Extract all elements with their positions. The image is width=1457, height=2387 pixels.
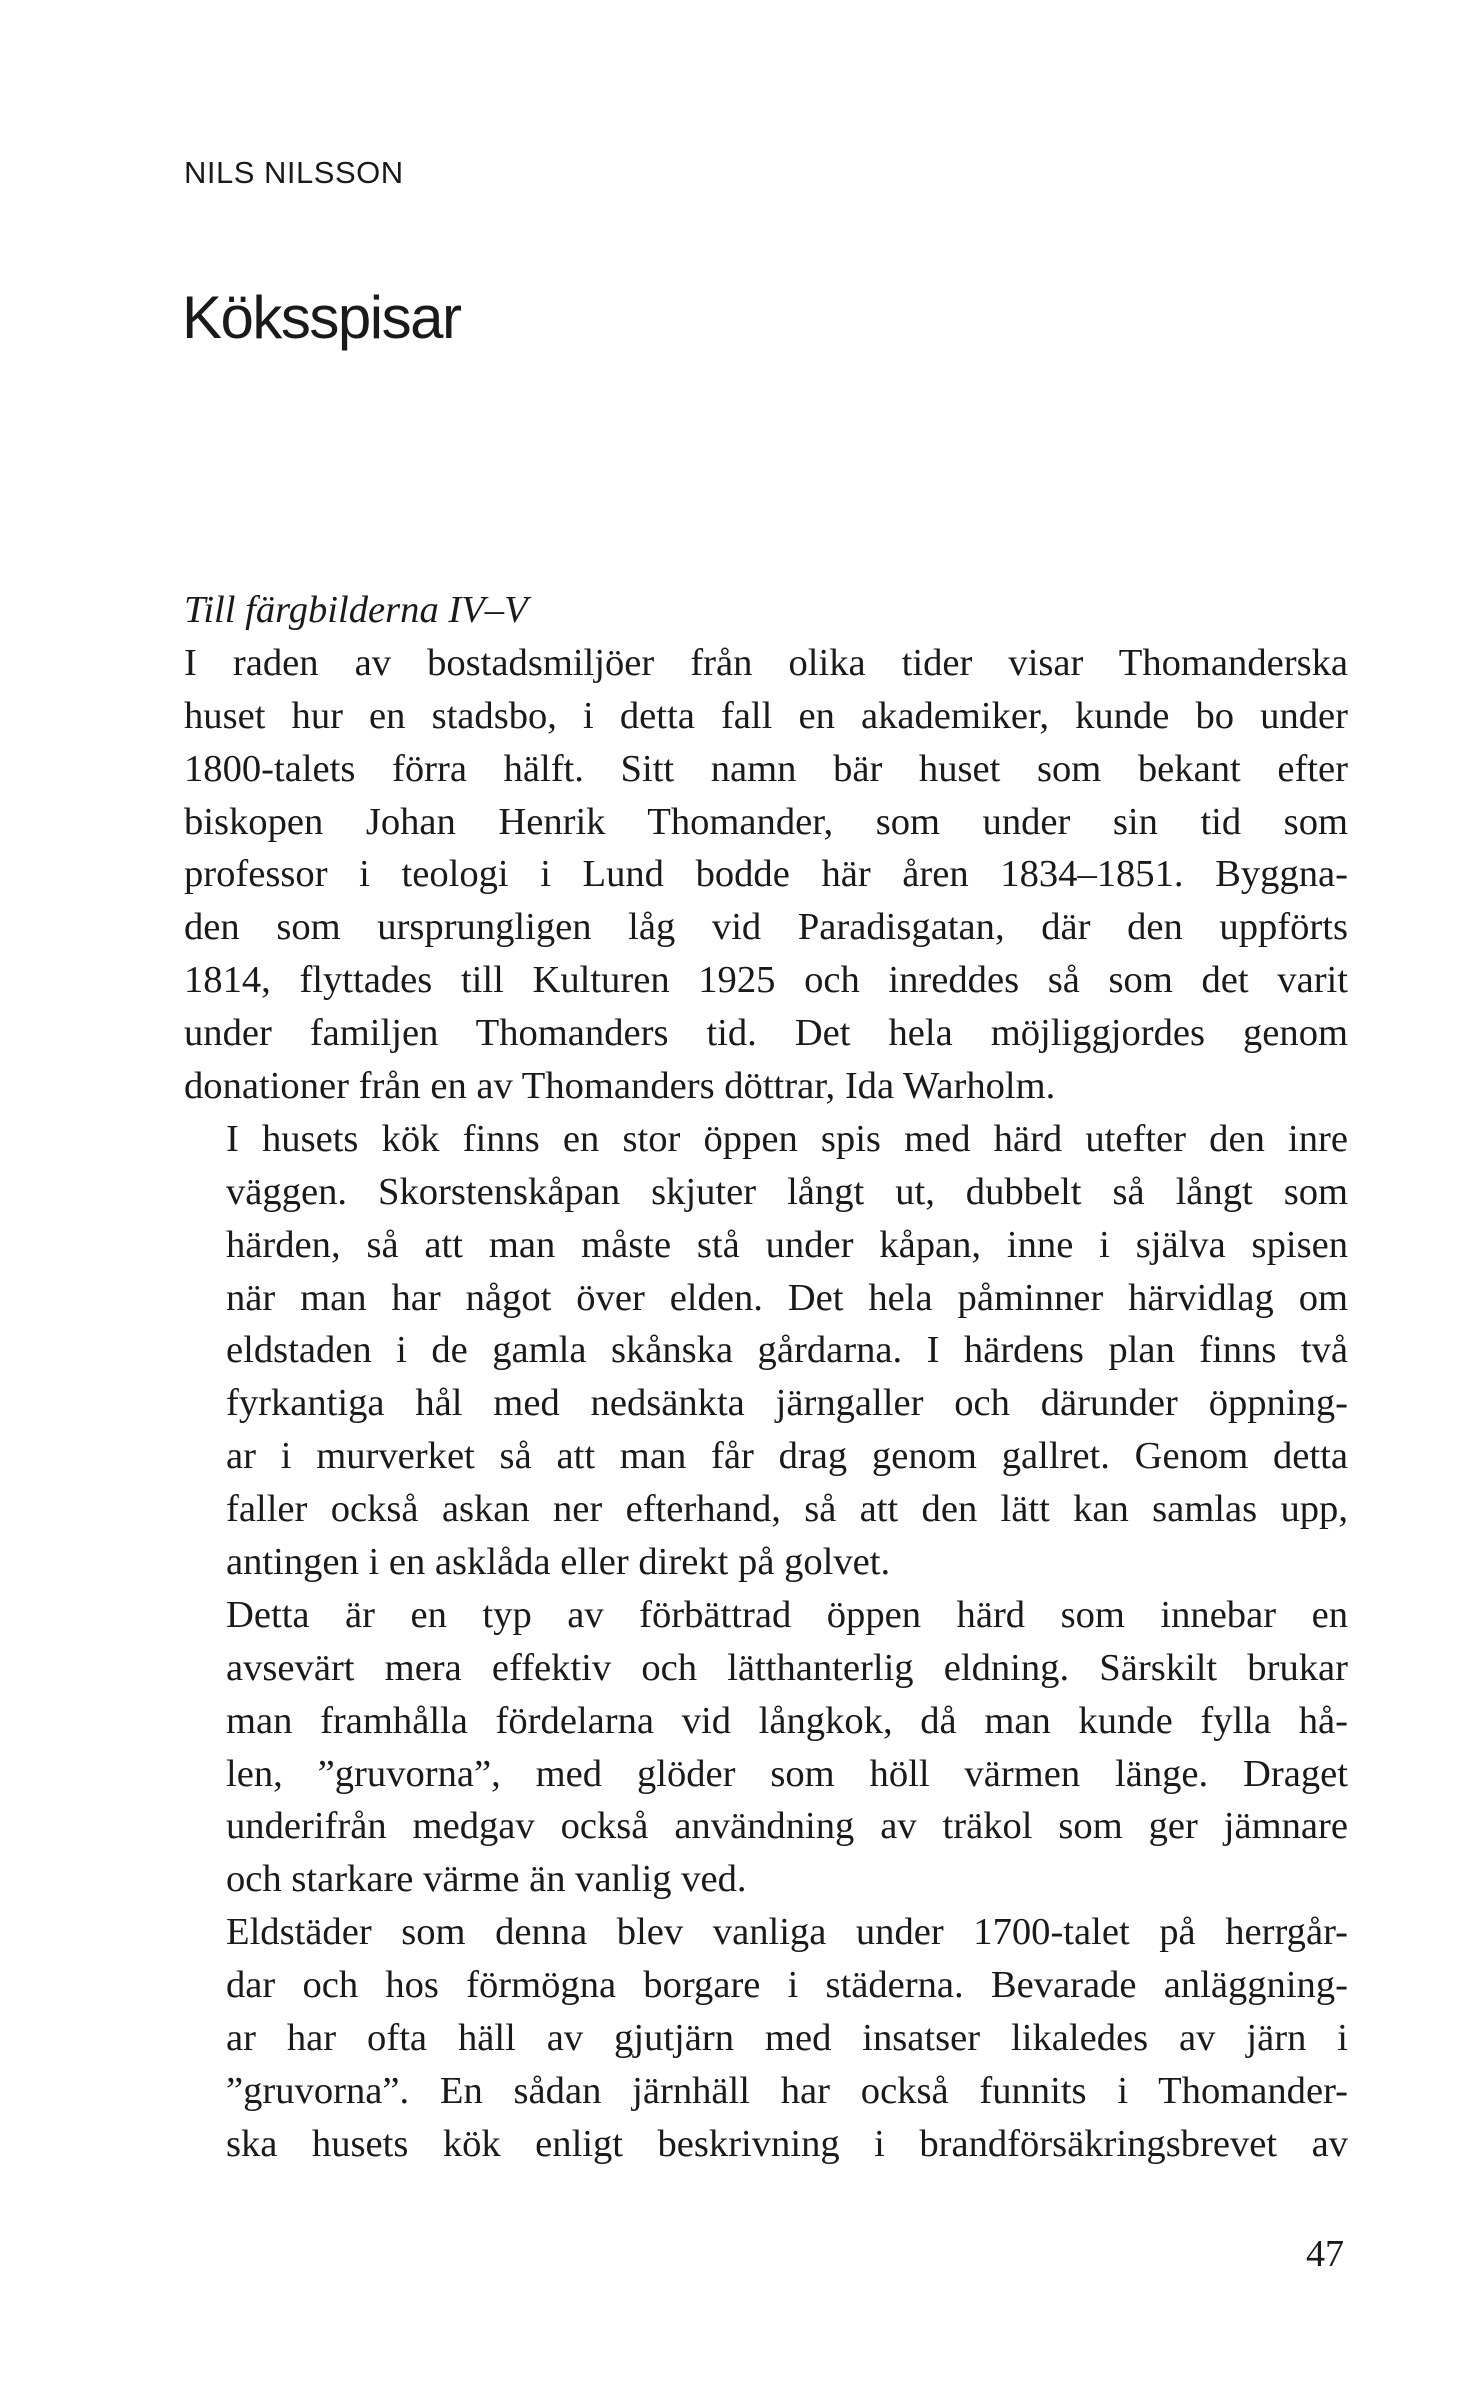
text-line: biskopen Johan Henrik Thomander, som under sin tid som (184, 800, 1348, 843)
text-line: ska husets kök enligt beskrivning i brandförsäkringsbrevet av (226, 2122, 1348, 2165)
text-line: fyrkantiga hål med nedsänkta järngaller och därunder öppning- (226, 1382, 1348, 1425)
text-line: eldstaden i de gamla skånska gårdarna. I härdens plan finns två (226, 1329, 1348, 1372)
text-line: I raden av bostadsmiljöer från olika tider visar Thomanderska (184, 641, 1348, 684)
text-line: Detta är en typ av förbättrad öppen härd som innebar en (226, 1593, 1348, 1636)
text-line: väggen. Skorstenskåpan skjuter långt ut, dubbelt så långt som (226, 1170, 1348, 1213)
text-line: Eldstäder som denna blev vanliga under 1700-talet på herrgår- (226, 1911, 1348, 1954)
text-line: ar i murverket så att man får drag genom gallret. Genom detta (226, 1435, 1348, 1478)
text-line: huset hur en stadsbo, i detta fall en akademiker, kunde bo under (184, 694, 1348, 737)
text-line: donationer från en av Thomanders döttrar, Ida Warholm. (184, 1065, 1056, 1108)
text-line: ”gruvorna”. En sådan järnhäll har också funnits i Thomander- (226, 2069, 1348, 2112)
text-line: ar har ofta häll av gjutjärn med insatser likaledes av järn i (226, 2017, 1348, 2060)
text-line: 1814, flyttades till Kulturen 1925 och inreddes så som det varit (184, 959, 1348, 1002)
section-subheading: Till färgbilderna IV–V (184, 589, 528, 631)
text-line: I husets kök finns en stor öppen spis med härd utefter den inre (226, 1117, 1348, 1160)
text-line: dar och hos förmögna borgare i städerna. Bevarade anläggning- (226, 1964, 1348, 2007)
text-line: den som ursprungligen låg vid Paradisgatan, där den uppförts (184, 906, 1348, 949)
text-line: faller också askan ner efterhand, så att den lätt kan samlas upp, (226, 1488, 1348, 1531)
paragraph-3 (184, 1589, 1348, 1906)
paragraph-1 (184, 637, 1348, 1113)
article-body (184, 584, 1348, 2171)
paragraph-2 (184, 1113, 1348, 1589)
text-line: antingen i en asklåda eller direkt på golvet. (226, 1541, 891, 1584)
text-line: avsevärt mera effektiv och lätthanterlig eldning. Särskilt brukar (226, 1646, 1348, 1689)
text-line: och starkare värme än vanlig ved. (226, 1858, 747, 1901)
text-line: len, ”gruvorna”, med glöder som höll värmen länge. Draget (226, 1752, 1348, 1795)
text-line: 1800-talets förra hälft. Sitt namn bär huset som bekant efter (184, 747, 1348, 790)
text-line: man framhålla fördelarna vid långkok, då man kunde fylla hå- (226, 1699, 1348, 1742)
page-number: 47 (1306, 2233, 1344, 2275)
text-line: professor i teologi i Lund bodde här åren 1834–1851. Byggna- (184, 853, 1348, 896)
author-name: NILS NILSSON (184, 155, 404, 190)
text-line: underifrån medgav också användning av träkol som ger jämnare (226, 1805, 1348, 1848)
text-line: härden, så att man måste stå under kåpan, inne i själva spisen (226, 1223, 1348, 1266)
text-line: under familjen Thomanders tid. Det hela möjliggjordes genom (184, 1012, 1348, 1055)
text-line: när man har något över elden. Det hela påminner härvidlag om (226, 1276, 1348, 1319)
paragraph-4 (184, 1906, 1348, 2170)
article-title: Köksspisar (182, 284, 461, 351)
